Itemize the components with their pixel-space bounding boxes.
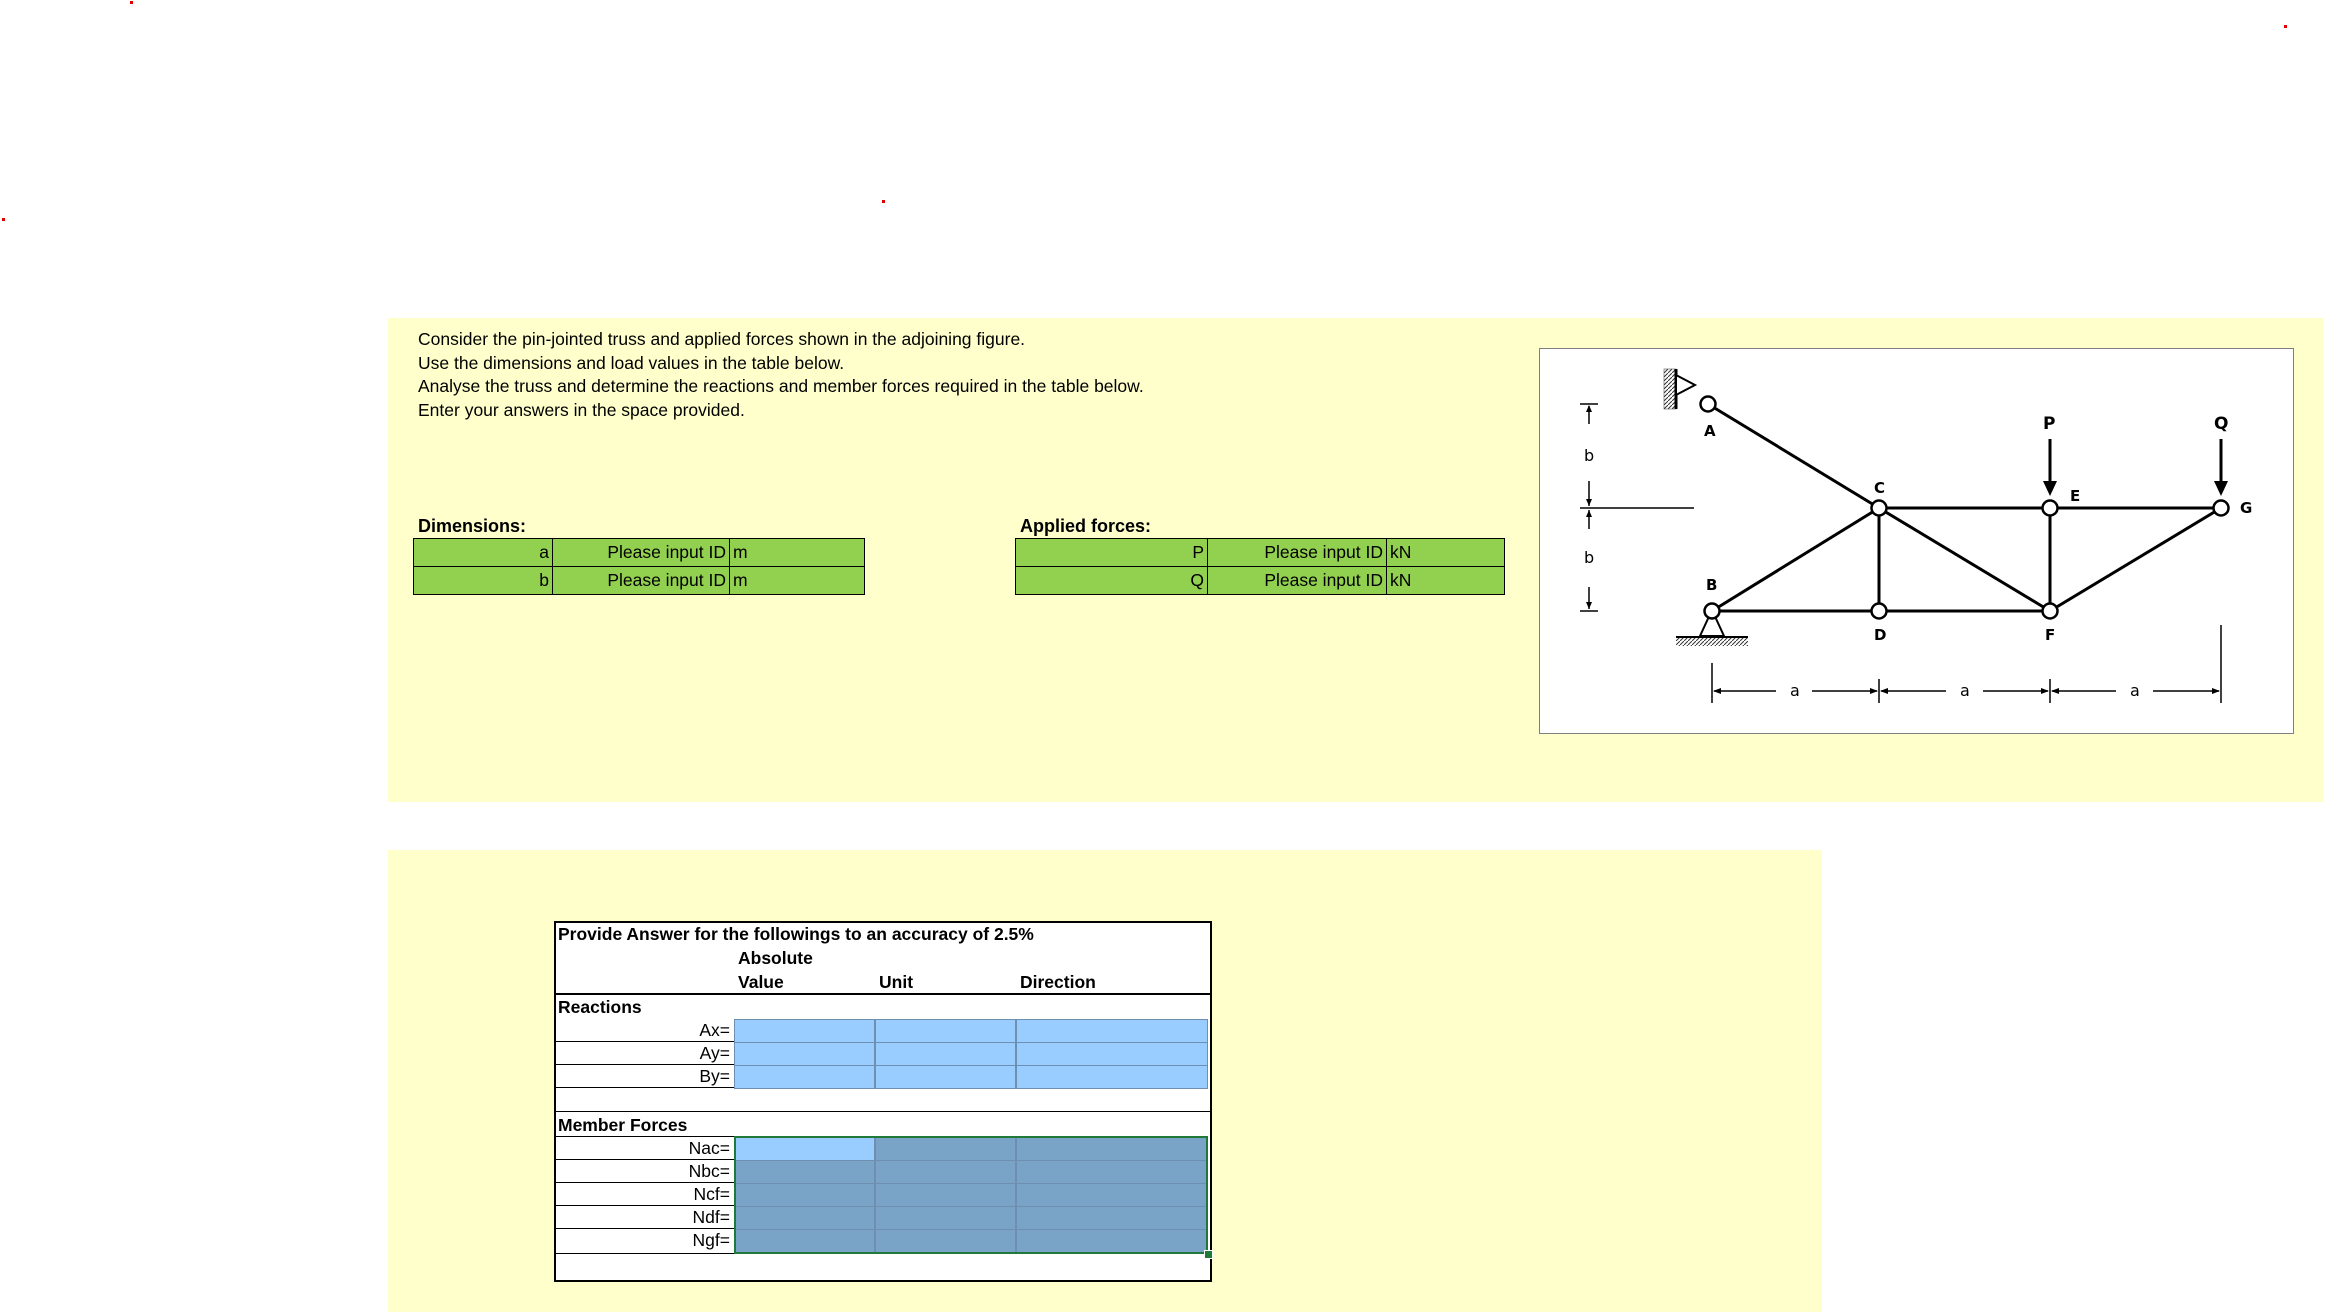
dimensions-table <box>413 538 865 595</box>
dimension-row-b <box>414 567 865 595</box>
dimension-unit: m <box>730 539 865 567</box>
row-line <box>556 1136 734 1137</box>
stray-mark <box>2284 25 2287 28</box>
header-divider <box>554 993 1210 995</box>
label-q: Q <box>2214 414 2229 434</box>
force-label: Q <box>1016 567 1208 595</box>
instruction-line: Consider the pin-jointed truss and applied forces shown in the adjoining figure. <box>418 329 1026 349</box>
member-forces-title: Member Forces <box>558 1115 688 1135</box>
instruction-line: Use the dimensions and load values in the table below. <box>418 352 845 373</box>
row-line <box>556 1205 734 1206</box>
dimensions-title: Dimensions: <box>418 516 527 536</box>
row-line <box>556 1182 734 1183</box>
reaction-label-ay: Ay= <box>699 1043 730 1063</box>
dimension-label: b <box>414 567 553 595</box>
ground-support <box>1676 638 1748 646</box>
force-row-q <box>1016 567 1505 595</box>
dim-arrow <box>1586 499 1592 506</box>
col-header-value-1: Absolute <box>738 948 813 968</box>
by-direction-cell[interactable] <box>1016 1065 1208 1089</box>
force-unit: kN <box>1387 567 1505 595</box>
joint-g <box>2214 501 2229 516</box>
answer-heading: Provide Answer for the followings to an accuracy of 2.5% <box>558 924 1034 944</box>
dim-label-a: a <box>1960 681 1970 700</box>
member-ac <box>1708 404 1879 508</box>
joint-c <box>1872 501 1887 516</box>
member-gf <box>2050 508 2221 611</box>
label-b: B <box>1706 576 1718 594</box>
pin-support-a <box>1676 375 1695 395</box>
ax-direction-cell[interactable] <box>1016 1019 1208 1043</box>
col-header-unit: Unit <box>879 972 914 992</box>
reaction-label-by: By= <box>699 1066 730 1086</box>
truss-diagram <box>1540 349 2293 733</box>
reactions-title: Reactions <box>558 997 642 1017</box>
joint-d <box>1872 604 1887 619</box>
ax-unit-cell[interactable] <box>875 1019 1016 1043</box>
truss-figure <box>1539 348 2294 734</box>
by-value-cell[interactable] <box>734 1065 875 1089</box>
dim-arrow <box>2051 688 2059 694</box>
force-unit: kN <box>1387 539 1505 567</box>
joint-b <box>1705 604 1720 619</box>
force-row-p <box>1016 539 1505 567</box>
force-p-input[interactable]: Please input ID <box>1208 539 1387 567</box>
ay-direction-cell[interactable] <box>1016 1042 1208 1066</box>
section-divider <box>554 1111 1210 1112</box>
member-label-nac: Nac= <box>688 1138 730 1158</box>
dimension-b-input[interactable]: Please input ID <box>553 567 730 595</box>
member-bc <box>1712 508 1879 611</box>
reaction-label-ax: Ax= <box>699 1020 730 1040</box>
col-header-direction: Direction <box>1020 972 1096 992</box>
dimension-a-input[interactable]: Please input ID <box>553 539 730 567</box>
label-p: P <box>2043 414 2056 434</box>
label-f: F <box>2045 626 2056 644</box>
dim-arrow <box>2041 688 2049 694</box>
instruction-line: Analyse the truss and determine the reactions and member forces required in the table below. <box>418 376 1144 396</box>
load-p-head <box>2043 481 2057 496</box>
dim-arrow <box>1870 688 1878 694</box>
fill-handle[interactable] <box>1204 1250 1213 1259</box>
joint-a <box>1701 397 1716 412</box>
dimension-label: a <box>414 539 553 567</box>
forces-title: Applied forces: <box>1020 516 1152 536</box>
wall-support <box>1664 369 1676 409</box>
member-label-ndf: Ndf= <box>692 1207 730 1227</box>
stray-mark <box>130 1 133 4</box>
dimension-row-a <box>414 539 865 567</box>
label-g: G <box>2240 499 2253 517</box>
label-a: A <box>1704 422 1716 440</box>
dim-arrow <box>1713 688 1721 694</box>
row-line <box>556 1087 734 1088</box>
label-c: C <box>1874 479 1886 497</box>
stray-mark <box>882 200 885 203</box>
member-cf <box>1879 508 2050 611</box>
joint-f <box>2043 604 2058 619</box>
dim-label-b: b <box>1584 446 1595 465</box>
member-label-nbc: Nbc= <box>688 1161 730 1181</box>
by-unit-cell[interactable] <box>875 1065 1016 1089</box>
dimension-unit: m <box>730 567 865 595</box>
row-line <box>556 1228 734 1229</box>
dim-arrow <box>1586 510 1592 517</box>
row-line <box>556 1159 734 1160</box>
label-e: E <box>2070 487 2081 505</box>
force-q-input[interactable]: Please input ID <box>1208 567 1387 595</box>
label-d: D <box>1874 626 1887 644</box>
row-line <box>556 1064 734 1065</box>
dim-arrow <box>1880 688 1888 694</box>
forces-table <box>1015 538 1505 595</box>
dim-label-a: a <box>1790 681 1800 700</box>
force-label: P <box>1016 539 1208 567</box>
dim-label-a: a <box>2130 681 2140 700</box>
joint-e <box>2043 501 2058 516</box>
dim-arrow <box>1586 602 1592 609</box>
ay-value-cell[interactable] <box>734 1042 875 1066</box>
col-header-value-2: Value <box>738 972 784 992</box>
truss-members <box>1708 404 2221 611</box>
member-label-ncf: Ncf= <box>693 1184 730 1204</box>
dim-label-b: b <box>1584 548 1595 567</box>
row-line <box>556 1041 734 1042</box>
ax-value-cell[interactable] <box>734 1019 875 1043</box>
cell-selection-border <box>734 1136 1208 1254</box>
vertical-dimensions <box>1580 404 1694 611</box>
instruction-line: Enter your answers in the space provided. <box>418 399 745 420</box>
instructions <box>418 328 1144 422</box>
row-line <box>556 1253 734 1254</box>
member-label-ngf: Ngf= <box>692 1230 730 1250</box>
stray-mark <box>2 218 5 221</box>
dim-arrow <box>1586 405 1592 412</box>
ay-unit-cell[interactable] <box>875 1042 1016 1066</box>
dim-arrow <box>2212 688 2220 694</box>
load-q-head <box>2214 481 2228 496</box>
